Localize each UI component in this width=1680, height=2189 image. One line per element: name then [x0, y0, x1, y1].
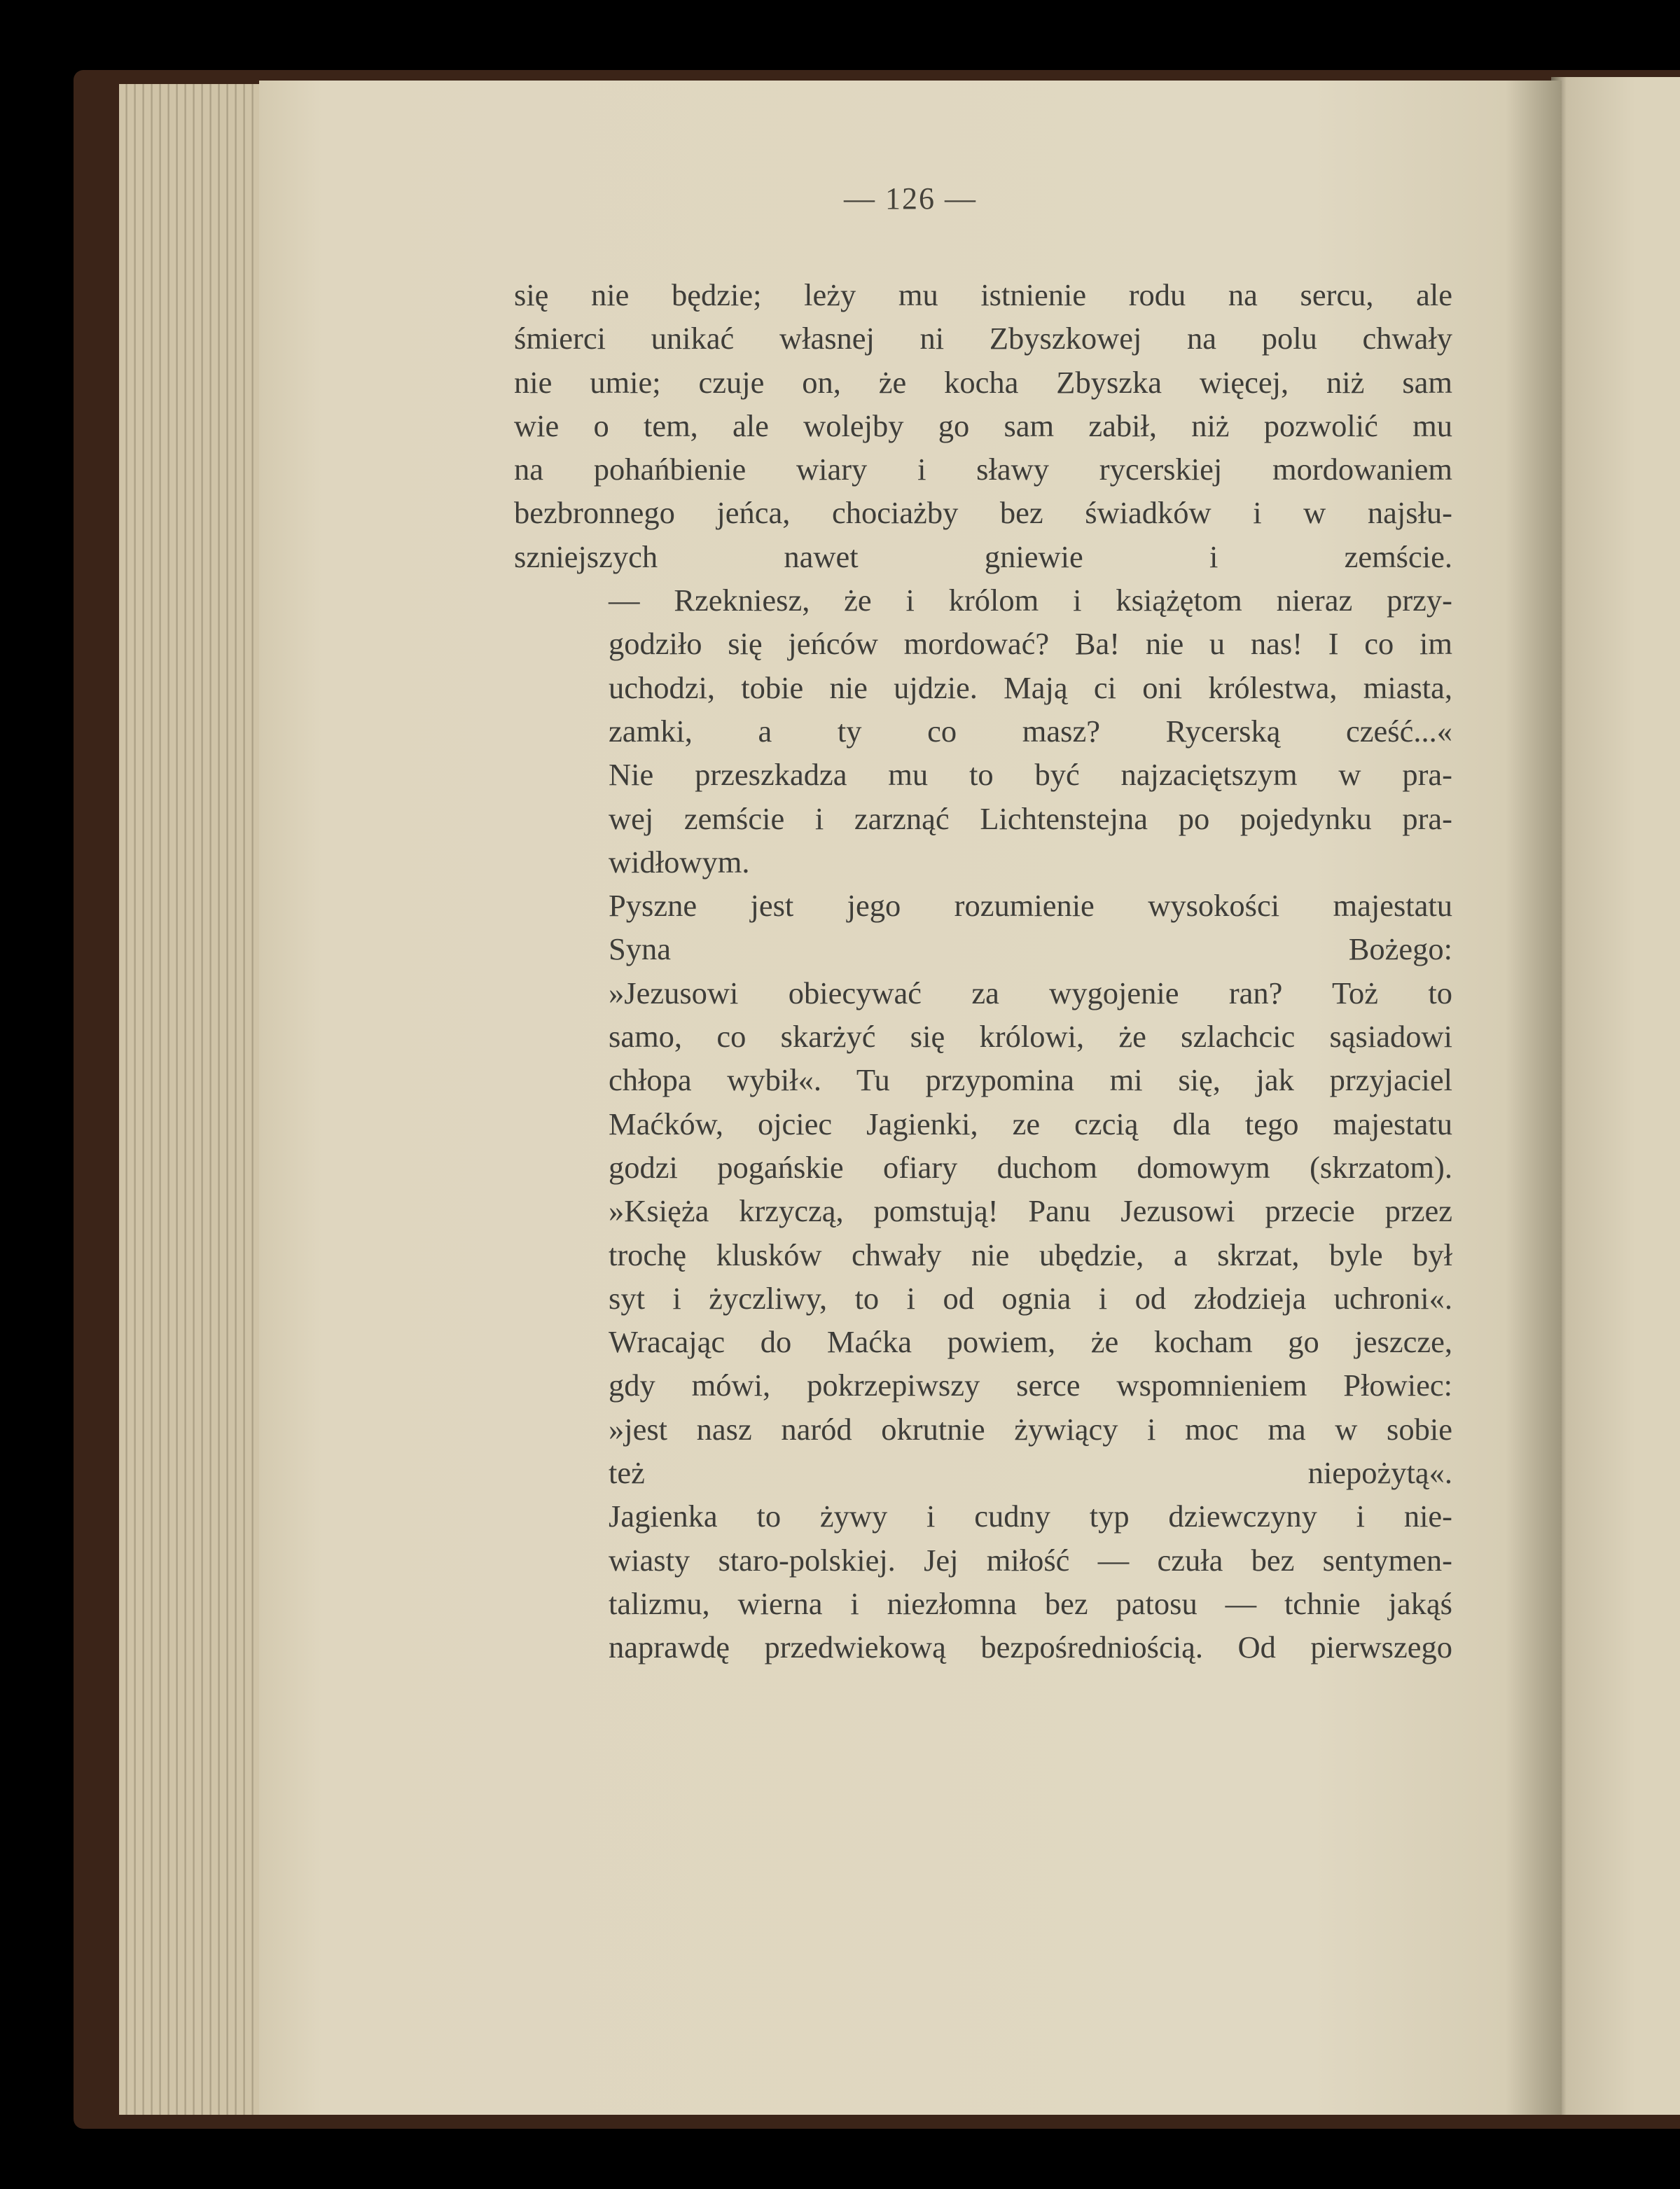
text-line: się nie będzie; leży mu istnienie rodu na sercu, ale — [514, 277, 1452, 312]
text-line: syt i życzliwy, to i od ognia i od złodzieja uchroni«. — [609, 1280, 1452, 1316]
text-line: Wracając do Maćka powiem, że kocham go jeszcze, — [609, 1324, 1452, 1360]
text-line: Jagienka to żywy i cudny typ dziewczyny i nie- — [609, 1499, 1452, 1534]
text-line: samo, co skarżyć się królowi, że szlachcic sąsiadowi — [609, 1019, 1452, 1055]
text-line: »Księża krzyczą, pomstują! Panu Jezusowi przecie przez — [609, 1193, 1452, 1229]
text-line: na pohańbienie wiary i sławy rycerskiej mordowaniem — [514, 452, 1452, 487]
text-line: wiasty staro-polskiej. Jej miłość — czuła bez sentymen- — [609, 1542, 1452, 1578]
page-text — [514, 273, 1452, 1669]
paragraph — [514, 1320, 1452, 1494]
text-line: uchodzi, tobie nie ujdzie. Mają ci oni królestwa, miasta, — [609, 669, 1452, 705]
text-line: widłowym. — [609, 844, 750, 880]
text-line: zamki, a ty co masz? Rycerską cześć...« — [609, 713, 1452, 749]
paragraph — [514, 884, 1452, 971]
text-line: godziło się jeńców mordować? Ba! nie u nas! I co im — [609, 626, 1452, 662]
paragraph — [514, 273, 1452, 578]
paragraph — [514, 578, 1452, 753]
facing-page-edge — [1551, 77, 1680, 2115]
text-line: też niepożytą«. — [609, 1455, 1452, 1491]
text-line: bezbronnego jeńca, chociażby bez świadków i w najsłu- — [514, 495, 1452, 531]
text-line: szniejszych nawet gniewie i zemście. — [514, 538, 1452, 574]
text-line: — Rzekniesz, że i królom i książętom nieraz przy- — [609, 583, 1452, 618]
paragraph — [514, 971, 1452, 1320]
text-line: godzi pogańskie ofiary duchom domowym (skrzatom). — [609, 1149, 1452, 1185]
paragraph — [514, 753, 1452, 884]
text-line: talizmu, wierna i niezłomna bez patosu — tchnie jakąś — [609, 1585, 1452, 1621]
text-line: »Jezusowi obiecywać za wygojenie ran? Toż to — [609, 975, 1452, 1010]
text-line: Maćków, ojciec Jagienki, ze czcią dla tego majestatu — [609, 1106, 1452, 1141]
page-edges — [119, 84, 273, 2115]
text-line: Syna Bożego: — [609, 931, 1452, 967]
text-line: chłopa wybił«. Tu przypomina mi się, jak przyjaciel — [609, 1062, 1452, 1098]
text-line: wie o tem, ale wolejby go sam zabił, niż pozwolić mu — [514, 408, 1452, 443]
text-line: naprawdę przedwiekową bezpośredniością. Od pierwszego — [609, 1629, 1452, 1665]
text-line: gdy mówi, pokrzepiwszy serce wspomnieniem Płowiec: — [609, 1368, 1452, 1403]
text-line: nie umie; czuje on, że kocha Zbyszka więcej, niż sam — [514, 364, 1452, 400]
text-line: »jest nasz naród okrutnie żywiący i moc ma w sobie — [609, 1411, 1452, 1447]
text-line: trochę klusków chwały nie ubędzie, a skrzat, byle był — [609, 1237, 1452, 1272]
text-line: Nie przeszkadza mu to być najzaciętszym w pra- — [609, 757, 1452, 793]
text-line: Pyszne jest jego rozumienie wysokości majestatu — [609, 888, 1452, 924]
text-line: śmierci unikać własnej ni Zbyszkowej na polu chwały — [514, 321, 1452, 356]
text-line: wej zemście i zarznąć Lichtenstejna po pojedynku pra- — [609, 800, 1452, 836]
paragraph — [514, 1494, 1452, 1669]
page-number: — 126 — — [844, 181, 977, 216]
